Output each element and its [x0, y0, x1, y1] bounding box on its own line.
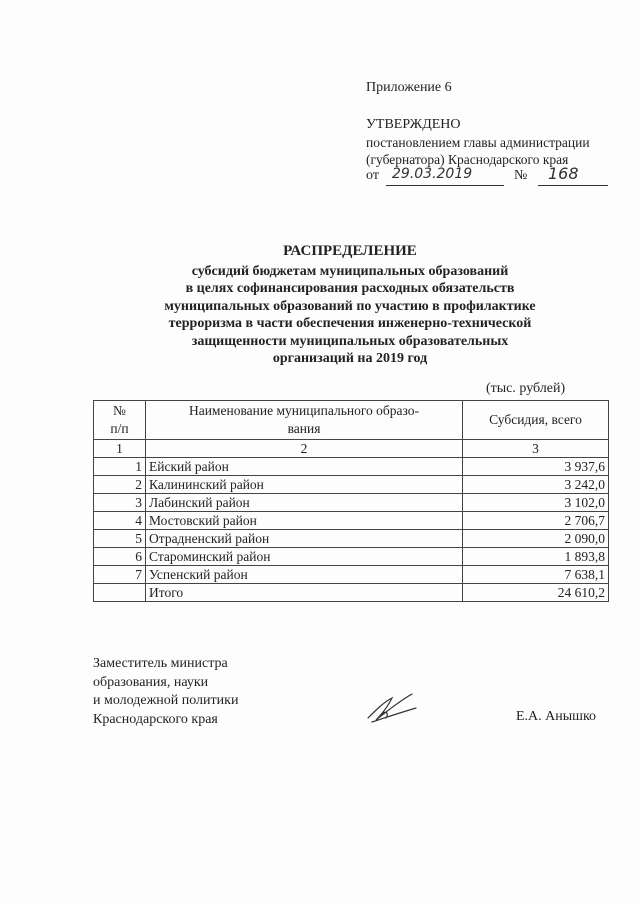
row-name: Ейский район — [146, 458, 463, 476]
title-line-1: субсидий бюджетам муниципальных образований — [191, 263, 509, 279]
total-label: Итого — [146, 584, 463, 602]
table-row — [94, 494, 609, 512]
header-name-line1: Наименование муниципального образо- — [188, 403, 420, 418]
header-sum: Субсидия, всего — [463, 401, 609, 440]
table-row — [94, 458, 609, 476]
row-num: 2 — [94, 476, 146, 494]
subsidy-table — [93, 400, 609, 602]
position-line-4: Краснодарского края — [93, 711, 218, 727]
row-sum: 3 242,0 — [463, 476, 609, 494]
date-blank — [386, 185, 504, 186]
appendix-label: Приложение 6 — [366, 80, 452, 95]
table-header-row — [94, 401, 609, 440]
signatory-position — [93, 655, 238, 729]
row-name: Лабинский район — [146, 494, 463, 512]
header-num-line2: п/п — [110, 421, 129, 436]
row-name: Калининский район — [146, 476, 463, 494]
table-row — [94, 530, 609, 548]
handwritten-date: 29.03.2019 — [392, 166, 473, 182]
row-sum: 2 706,7 — [463, 512, 609, 530]
from-label: от — [366, 168, 379, 183]
document-title — [80, 243, 620, 368]
signatory-name: Е.А. Анышко — [516, 709, 597, 724]
row-sum: 1 893,8 — [463, 548, 609, 566]
approved-line-2: (губернатора) Краснодарского края — [366, 152, 569, 167]
header-name-line2: вания — [287, 421, 321, 436]
number-label: № — [514, 168, 528, 183]
handwritten-number: 168 — [548, 164, 579, 183]
total-num — [94, 584, 146, 602]
position-line-1: Заместитель министра — [93, 656, 228, 671]
table-row — [94, 566, 609, 584]
title-main: РАСПРЕДЕЛЕНИЕ — [283, 243, 417, 259]
row-sum: 7 638,1 — [463, 566, 609, 584]
title-line-5: защищенности муниципальных образовательных — [191, 333, 509, 349]
title-line-3: муниципальных образований по участию в профилактике — [164, 298, 536, 314]
row-sum: 2 090,0 — [463, 530, 609, 548]
row-name: Староминский район — [146, 548, 463, 566]
unit-label: (тыс. рублей) — [486, 381, 566, 396]
row-num: 1 — [94, 458, 146, 476]
row-name: Успенский район — [146, 566, 463, 584]
row-sum: 3 102,0 — [463, 494, 609, 512]
header-name — [146, 401, 463, 440]
title-line-6: организаций на 2019 год — [272, 351, 428, 366]
number-blank — [538, 185, 608, 186]
approved-label: УТВЕРЖДЕНО — [366, 117, 461, 132]
row-num: 6 — [94, 548, 146, 566]
row-num: 5 — [94, 530, 146, 548]
col-number-2: 2 — [146, 440, 463, 458]
title-line-2: в целях софинансирования расходных обязательств — [185, 281, 515, 296]
col-number-3: 3 — [463, 440, 609, 458]
decree-date-number — [366, 164, 616, 190]
header-num — [94, 401, 146, 440]
row-name: Мостовский район — [146, 512, 463, 530]
total-row — [94, 584, 609, 602]
col-number-1: 1 — [94, 440, 146, 458]
handwritten-signature-icon — [362, 688, 422, 728]
position-line-2: образования, науки — [93, 674, 209, 690]
table-row — [94, 512, 609, 530]
approved-line-1: постановлением главы администрации — [366, 135, 590, 150]
row-sum: 3 937,6 — [463, 458, 609, 476]
header-num-line1: № — [113, 403, 126, 418]
row-num: 4 — [94, 512, 146, 530]
row-num: 3 — [94, 494, 146, 512]
position-line-3: и молодежной политики — [93, 693, 239, 708]
row-num: 7 — [94, 566, 146, 584]
column-number-row — [94, 440, 609, 458]
row-name: Отрадненский район — [146, 530, 463, 548]
title-line-4: терроризма в части обеспечения инженерно-технической — [168, 316, 532, 331]
table-row — [94, 476, 609, 494]
table-row — [94, 548, 609, 566]
total-sum: 24 610,2 — [463, 584, 609, 602]
